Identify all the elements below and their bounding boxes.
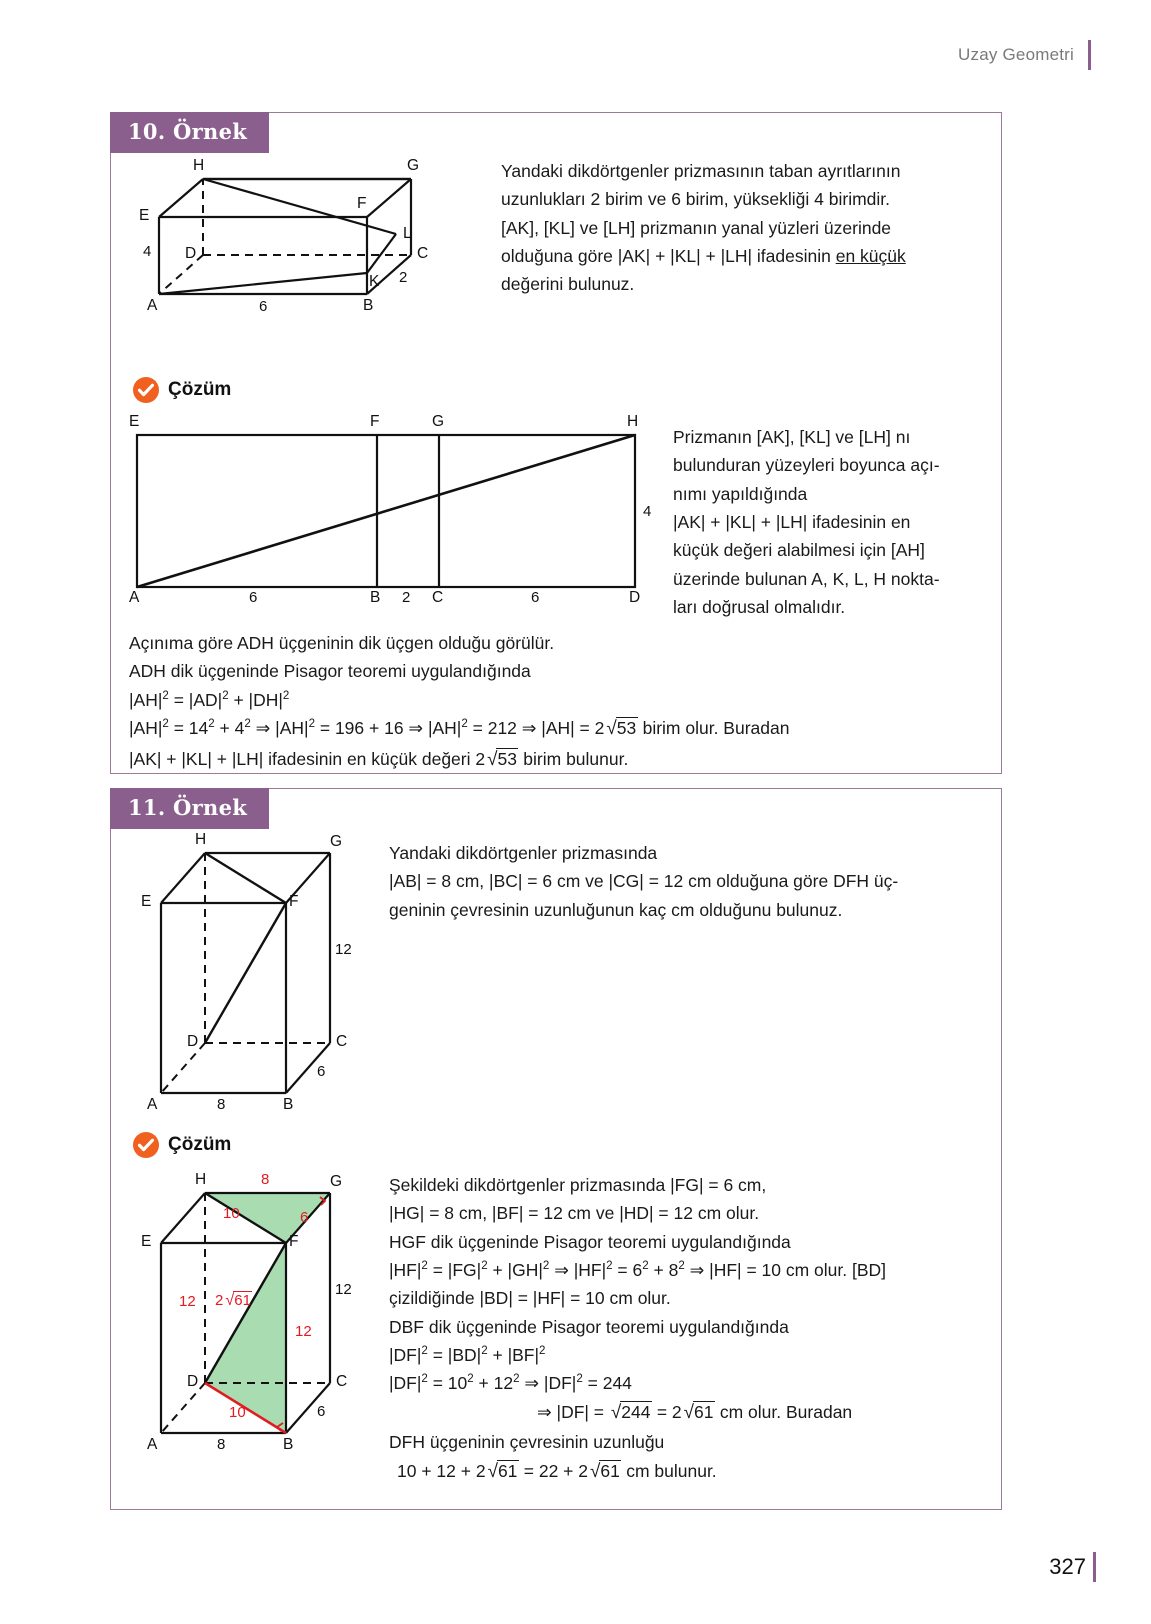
prism-vertex-G: G: [407, 157, 420, 174]
sol11-line-9: [389, 1398, 989, 1429]
sqrt-53-final: √53: [487, 748, 517, 770]
sol11-eq11-p3: cm bulunur.: [621, 1460, 717, 1481]
sol11-eq8-p2: = 10: [427, 1373, 468, 1394]
question-line-4-text: olduğuna göre |AK| + |KL| + |LH| ifadesinin: [501, 246, 836, 267]
net-vertex-D: D: [629, 589, 641, 606]
prism11-edge-depth: 6: [317, 1063, 326, 1080]
example-11-question: [389, 839, 989, 924]
prism-vertex-A: A: [147, 297, 158, 314]
prism-vertex-K: K: [369, 273, 380, 290]
example-10-derivation: [129, 629, 989, 775]
derivation-line-3: $|AH|^2 = |AD|^2 + |DH|^2$: [129, 689, 290, 710]
sqrt-61-b: √61: [487, 1460, 518, 1482]
side-text-line-1: Prizmanın [AK], [KL] ve [LH] nı: [673, 427, 911, 447]
eq4-p6: = 212 ⇒ |AH| = 2: [467, 718, 605, 739]
sol11-eq8-p4: ⇒ |DF|: [519, 1373, 577, 1394]
sol11-eq4-p5: = 6: [612, 1260, 643, 1281]
prism11-vertex-A: A: [147, 1096, 158, 1113]
sol11-eq4-p3: + |GH|: [487, 1260, 543, 1281]
example-11-solution-figure: [137, 1171, 387, 1461]
sol11-vertex-D: D: [187, 1373, 199, 1390]
net-segment-cd: 6: [531, 589, 540, 606]
prism-edge-length-bottom: 6: [259, 298, 268, 315]
eq4-p2: = 14: [168, 718, 209, 739]
sqrt-61-a: √61: [683, 1401, 714, 1423]
sqrt-61-figure: √61: [225, 1291, 251, 1309]
prism-svg: [131, 151, 451, 366]
side-text-line-3: nımı yapıldığında: [673, 483, 808, 504]
net-vertex-A: A: [129, 589, 140, 606]
sol11-eq7-p3: + |BF|: [487, 1345, 540, 1366]
derivation-line-1: Açınıma göre ADH üçgeninin dik üçgen olduğu görülür.: [129, 633, 555, 653]
sol11-eq7-p2: = |BD|: [427, 1345, 482, 1366]
sol11-eq4-p1: |HF|: [389, 1260, 422, 1281]
sol11-line-3: HGF dik üçgeninde Pisagor teoremi uygulandığında: [389, 1231, 791, 1252]
question-line-5: değerini bulunuz.: [501, 274, 635, 295]
example-10-question: [501, 157, 983, 299]
sol11-label-bf-12: 12: [295, 1323, 312, 1340]
solution-label: Çözüm: [168, 1134, 232, 1155]
chapter-title: Uzay Geometri: [958, 45, 1074, 64]
derivation-line-5: [129, 745, 989, 776]
sol11-eq7-p1: |DF|: [389, 1345, 422, 1366]
eq4-p7: birim olur. Buradan: [637, 718, 790, 739]
sqrt-61-a-value: 61: [694, 1401, 714, 1422]
page-footer: [1049, 1552, 1096, 1582]
prism11-solution-svg: [137, 1171, 387, 1461]
side-text-line-7: ları doğrusal olmalıdır.: [673, 597, 846, 618]
sol11-vertex-A: A: [147, 1436, 158, 1453]
sol11-eq4-p4: ⇒ |HF|: [549, 1260, 607, 1281]
example-11-box: [110, 788, 1002, 1510]
eq4-p3: + 4: [214, 718, 245, 739]
sol11-eq11-p1: 10 + 12 + 2: [397, 1460, 486, 1481]
prism11-vertex-B: B: [283, 1096, 294, 1113]
prism-vertex-F: F: [357, 195, 367, 212]
prism11-edge-height: 12: [335, 941, 352, 958]
q11-line-2: |AB| = 8 cm, |BC| = 6 cm ve |CG| = 12 cm olduğuna göre DFH üç-: [389, 871, 899, 892]
sol11-line-1: Şekildeki dikdörtgenler prizmasında |FG| = 6 cm,: [389, 1175, 767, 1195]
eq4-p1: |AH|: [129, 718, 163, 739]
sol11-line-4: $|HF|^2 = |FG|^2 + |GH|^2$ ⇒ $|HF|^2 = 6^2 + 8^2$ ⇒ |HF| = 10 cm olur. [BD]: [389, 1260, 887, 1281]
net-segment-ab: 6: [249, 589, 258, 606]
derivation-line-4: $|AH|^2 = 14^2 + 4^2$ ⇒ $|AH|^2 = 196 + 16$ ⇒ $|AH|^2 = 212$ ⇒ |AH| = 2 √53 birim olur. Buradan: [129, 714, 989, 745]
prism11-vertex-C: C: [336, 1033, 348, 1050]
eq4-p5: = 196 + 16 ⇒ |AH|: [315, 718, 462, 739]
net-height-label: 4: [643, 503, 652, 520]
eq4-p4: ⇒ |AH|: [250, 718, 309, 739]
check-circle-icon: [133, 1132, 159, 1158]
sol11-eq11-p2: = 22 + 2: [518, 1460, 588, 1481]
sol11-label-bc-6: 6: [317, 1403, 326, 1420]
question-line-4: [501, 242, 983, 270]
question-line-4-underlined: en küçük: [835, 246, 906, 267]
sol11-eq9-p3: cm olur. Buradan: [715, 1401, 853, 1422]
sol11-eq8-p1: |DF|: [389, 1373, 422, 1394]
side-text-line-2: bulunduran yüzeyleri boyunca açı-: [673, 455, 940, 476]
sol11-label-hf-10: 10: [223, 1205, 240, 1222]
net-vertex-F: F: [370, 413, 380, 430]
eq5-p2: birim bulunur.: [518, 748, 629, 769]
prism-vertex-E: E: [139, 207, 150, 224]
sol11-vertex-E: E: [141, 1233, 152, 1250]
sol11-eq4-p6: + 8: [648, 1260, 679, 1281]
sol11-label-ab-8: 8: [217, 1436, 226, 1453]
sqrt-244-value: 244: [621, 1401, 651, 1422]
net-vertex-G: G: [432, 413, 445, 430]
prism11-vertex-E: E: [141, 893, 152, 910]
sol11-vertex-F: F: [289, 1233, 299, 1250]
prism-vertex-L: L: [403, 225, 412, 242]
prism-vertex-C: C: [417, 245, 429, 262]
prism11-edge-bottom: 8: [217, 1096, 226, 1113]
sol11-label-bd-10: 10: [229, 1404, 246, 1421]
example-11-prism-figure: [137, 831, 387, 1121]
prism-vertex-D: D: [185, 245, 197, 262]
prism-vertex-H: H: [193, 157, 205, 174]
example-10-solution-header: [133, 377, 231, 403]
net-svg: [127, 419, 647, 609]
net-vertex-E: E: [129, 413, 140, 430]
sol11-line-8: $|DF|^2 = 10^2 + 12^2$ ⇒ $|DF|^2 = 244$: [389, 1373, 632, 1394]
eq-ah: |AH|: [129, 689, 163, 710]
example-10-net-figure: [127, 413, 652, 609]
net-vertex-C: C: [432, 589, 444, 606]
sqrt-244: √244: [610, 1401, 651, 1423]
sqrt-61-b-value: 61: [497, 1460, 518, 1481]
sqrt-53-value: 53: [616, 718, 637, 739]
side-text-line-6: üzerinde bulunan A, K, L, H nokta-: [673, 568, 940, 589]
sol11-line-7: $|DF|^2 = |BD|^2 + |BF|^2$: [389, 1345, 546, 1366]
df-coefficient: 2: [215, 1292, 224, 1309]
page-number: 327: [1049, 1554, 1086, 1579]
prism11-vertex-D: D: [187, 1033, 199, 1050]
sol11-vertex-C: C: [336, 1373, 348, 1390]
question-line-1: Yandaki dikdörtgenler prizmasının taban ayrıtlarının: [501, 161, 901, 181]
net-vertex-H: H: [627, 413, 639, 430]
sqrt-53: √53: [606, 718, 637, 740]
sol11-line-10: DFH üçgeninin çevresinin uzunluğu: [389, 1432, 665, 1453]
example-11-tag: 11. Örnek: [110, 788, 269, 829]
sol11-vertex-H: H: [195, 1171, 207, 1188]
eq-dh: + |DH|: [228, 689, 283, 710]
sol11-label-cg-12: 12: [335, 1281, 352, 1298]
check-circle-icon: [133, 377, 159, 403]
sol11-eq8-p3: + 12: [473, 1373, 514, 1394]
derivation-line-2: ADH dik üçgeninde Pisagor teoremi uygulandığında: [129, 661, 531, 682]
example-10-prism-figure: [131, 151, 451, 366]
prism11-vertex-F: F: [289, 893, 299, 910]
example-11-solution-header: [133, 1132, 231, 1158]
footer-accent-bar: [1093, 1552, 1096, 1582]
sol11-eq9-p2: = 2: [651, 1401, 682, 1422]
sol11-vertex-B: B: [283, 1436, 294, 1453]
sol11-eq4-p7: ⇒ |HF| = 10 cm olur. [BD]: [684, 1260, 887, 1281]
sol11-label-fg-6: 6: [300, 1209, 309, 1226]
prism11-svg: [137, 831, 387, 1121]
sqrt-61-figure-value: 61: [234, 1292, 251, 1309]
sol11-eq4-p2: = |FG|: [427, 1260, 482, 1281]
sol11-vertex-G: G: [330, 1173, 343, 1190]
example-11-solution-text: [389, 1171, 989, 1487]
prism11-vertex-H: H: [195, 831, 207, 848]
eq-ad: = |AD|: [168, 689, 223, 710]
sol11-line-11: [389, 1457, 989, 1488]
sol11-eq9-p1: ⇒ |DF| =: [537, 1401, 609, 1422]
page-header: [958, 40, 1091, 70]
side-text-line-5: küçük değeri alabilmesi için [AH]: [673, 540, 925, 561]
sol11-label-df-2sqrt61: [215, 1291, 252, 1310]
example-10-tag: 10. Örnek: [110, 112, 269, 153]
header-accent-bar: [1088, 40, 1091, 70]
side-text-line-4: |AK| + |KL| + |LH| ifadesinin en: [673, 512, 911, 533]
example-10-solution-side-text: [673, 423, 991, 621]
eq5-p1: |AK| + |KL| + |LH| ifadesinin en küçük değeri 2: [129, 748, 486, 769]
question-line-2: uzunlukları 2 birim ve 6 birim, yüksekliği 4 birimdir.: [501, 189, 891, 210]
net-segment-bc: 2: [402, 589, 411, 606]
net-vertex-B: B: [370, 589, 381, 606]
prism-edge-length-depth: 2: [399, 269, 408, 286]
question-line-3: [AK], [KL] ve [LH] prizmanın yanal yüzleri üzerinde: [501, 217, 892, 238]
sol11-line-5: çizildiğinde |BD| = |HF| = 10 cm olur.: [389, 1288, 671, 1309]
sol11-eq8-p5: = 244: [582, 1373, 632, 1394]
sqrt-61-c-value: 61: [600, 1460, 620, 1481]
sol11-line-6: DBF dik üçgeninde Pisagor teoremi uygulandığında: [389, 1316, 789, 1337]
sol11-label-hd-12: 12: [179, 1293, 196, 1310]
q11-line-1: Yandaki dikdörtgenler prizmasında: [389, 843, 658, 863]
prism-edge-length-height: 4: [143, 243, 152, 260]
sol11-line-2: |HG| = 8 cm, |BF| = 12 cm ve |HD| = 12 cm olur.: [389, 1203, 760, 1224]
sqrt-53-final-value: 53: [497, 748, 517, 769]
prism11-vertex-G: G: [330, 833, 343, 850]
prism-vertex-B: B: [363, 297, 374, 314]
sqrt-61-c: √61: [590, 1460, 620, 1482]
example-10-box: [110, 112, 1002, 774]
solution-label: Çözüm: [168, 379, 232, 400]
q11-line-3: geninin çevresinin uzunluğunun kaç cm olduğunu bulunuz.: [389, 899, 843, 920]
sol11-label-hg-8: 8: [261, 1171, 270, 1188]
